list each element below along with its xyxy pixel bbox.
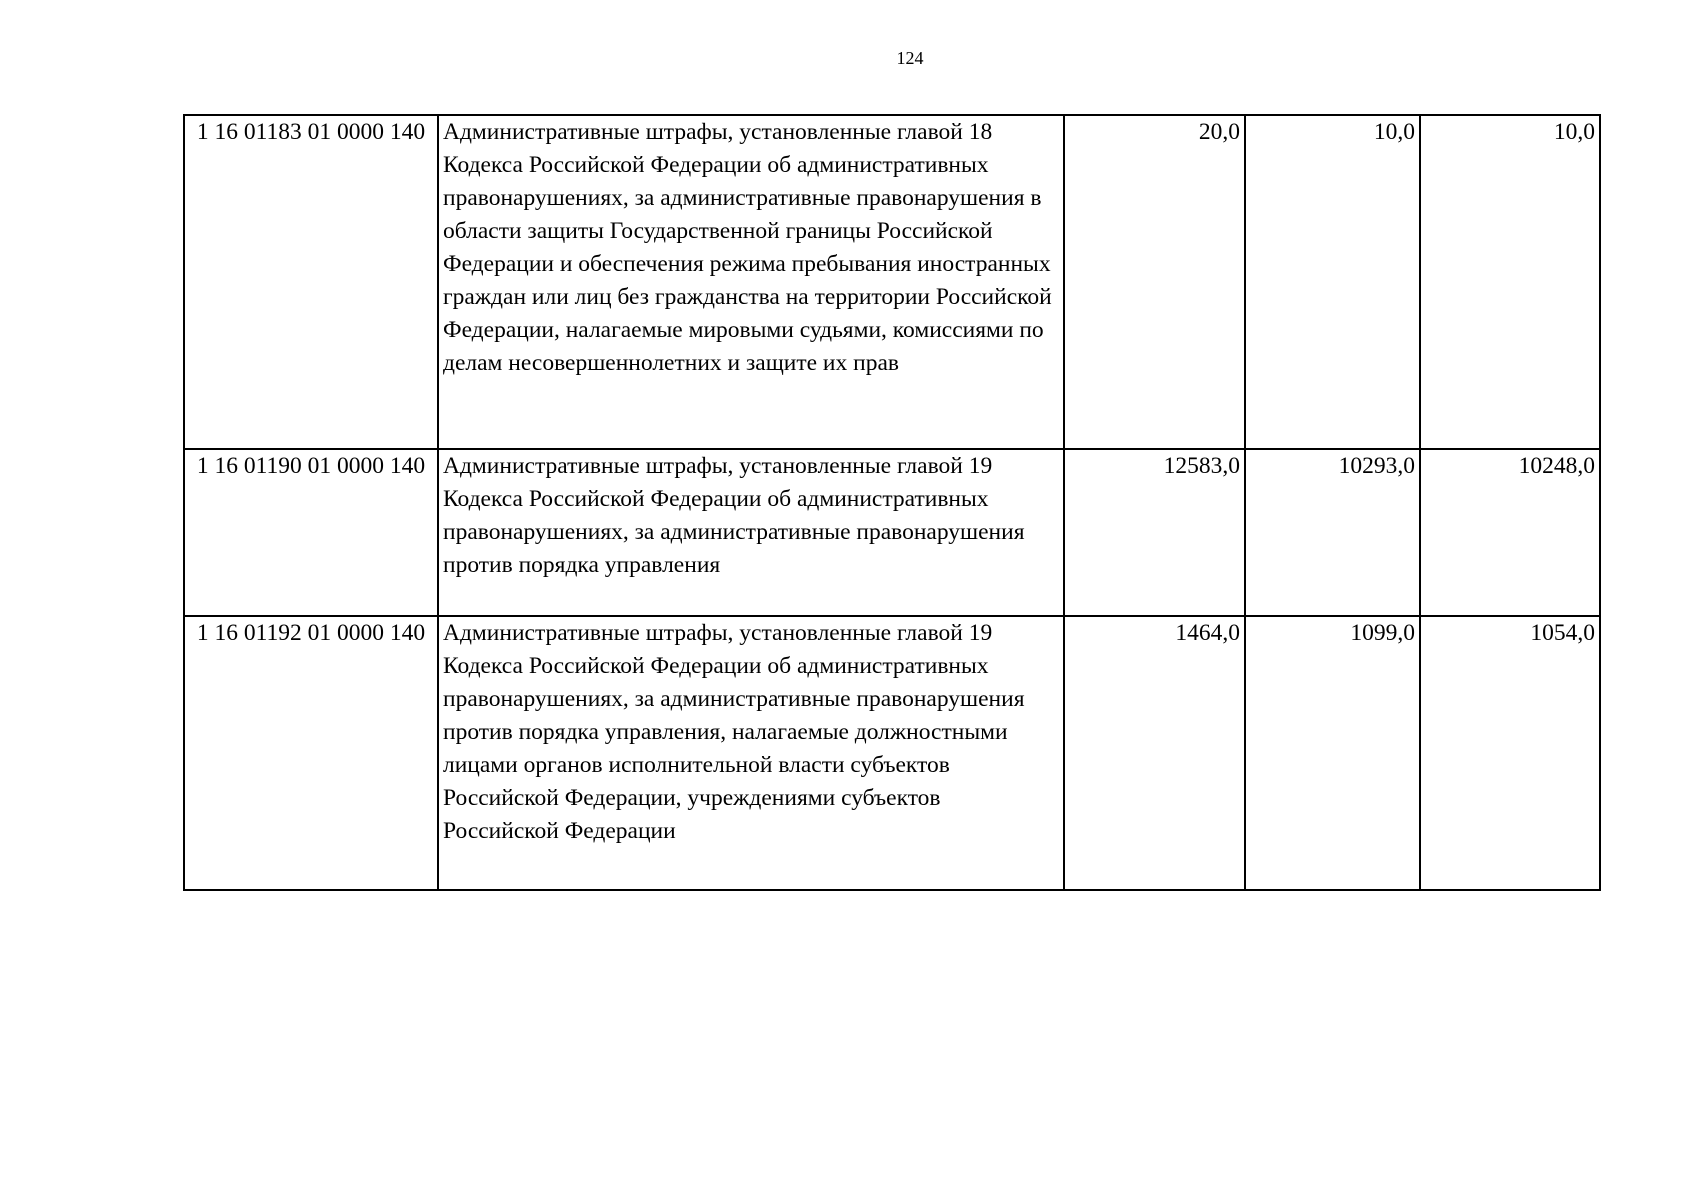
budget-code-cell: 1 16 01190 01 0000 140 <box>184 449 438 616</box>
table-row <box>184 115 1600 449</box>
value-cell-3: 10248,0 <box>1420 449 1600 616</box>
page-number: 124 <box>896 48 924 68</box>
value-cell-2: 10,0 <box>1245 115 1420 449</box>
budget-code-cell: 1 16 01183 01 0000 140 <box>184 115 438 449</box>
value-cell-1: 12583,0 <box>1064 449 1245 616</box>
value-cell-3: 10,0 <box>1420 115 1600 449</box>
table-row <box>184 449 1600 616</box>
budget-code-cell: 1 16 01192 01 0000 140 <box>184 616 438 890</box>
description-cell: Административные штрафы, установленные главой 18 Кодекса Российской Федерации об административных правонарушениях, за административные правонарушения в области защиты Государственной границы Российской Федерации и обеспечения режима пребывания иностранных граждан или лиц без гражданства на территории Российской Федерации, налагаемые мировыми судьями, комиссиями по делам несовершеннолетних и защите их прав <box>438 115 1064 449</box>
revenue-table <box>183 114 1601 891</box>
value-cell-3: 1054,0 <box>1420 616 1600 890</box>
table-row <box>184 616 1600 890</box>
value-cell-2: 10293,0 <box>1245 449 1420 616</box>
value-cell-1: 1464,0 <box>1064 616 1245 890</box>
value-cell-2: 1099,0 <box>1245 616 1420 890</box>
value-cell-1: 20,0 <box>1064 115 1245 449</box>
description-cell: Административные штрафы, установленные главой 19 Кодекса Российской Федерации об административных правонарушениях, за административные правонарушения против порядка управления, налагаемые должностными лицами органов исполнительной власти субъектов Российской Федерации, учреждениями субъектов Российской Федерации <box>438 616 1064 890</box>
description-cell: Административные штрафы, установленные главой 19 Кодекса Российской Федерации об административных правонарушениях, за административные правонарушения против порядка управления <box>438 449 1064 616</box>
